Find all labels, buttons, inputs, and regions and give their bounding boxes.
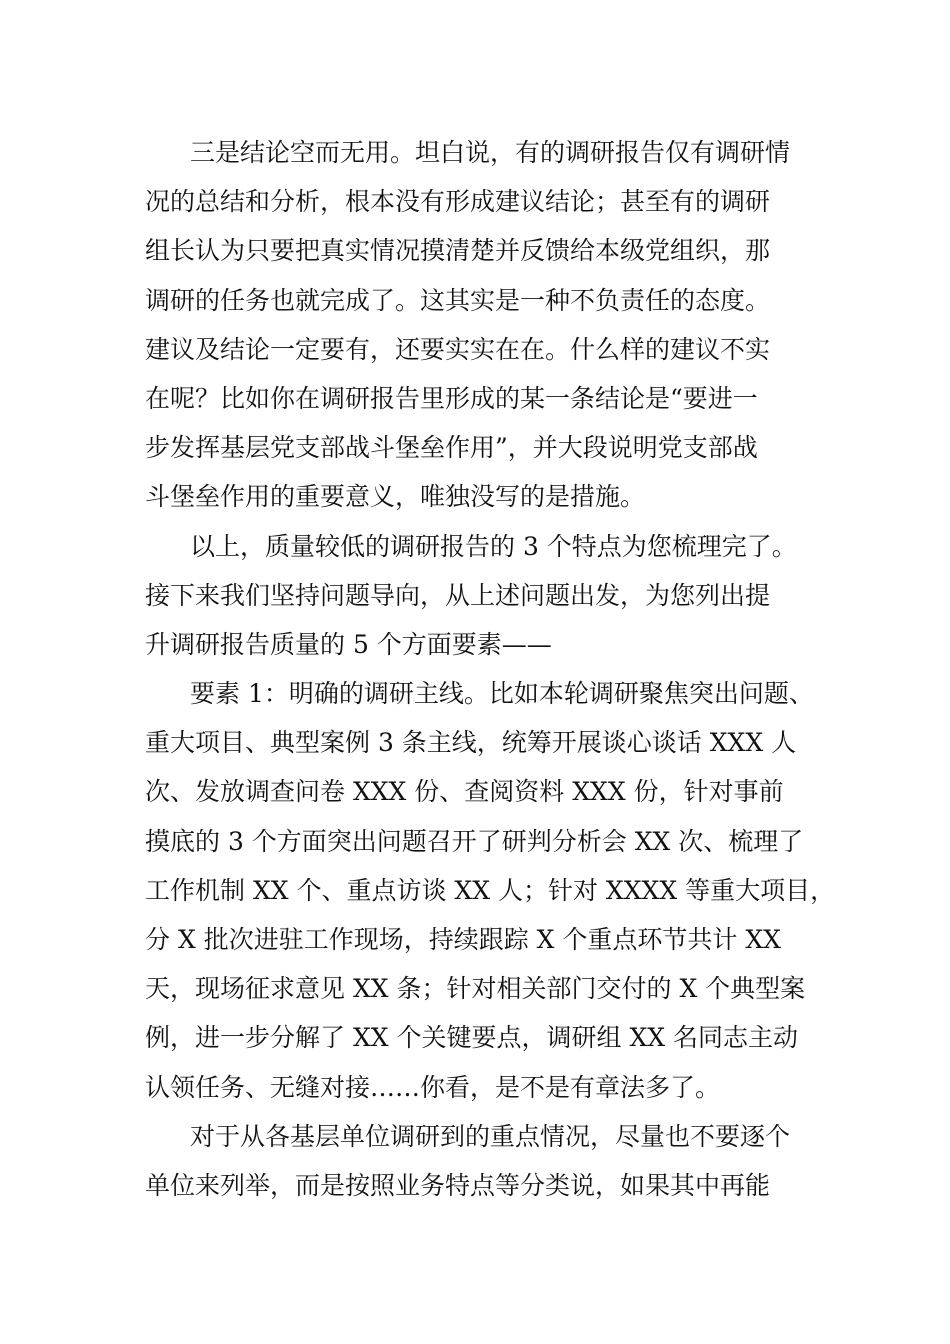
paragraph-line: 况的总结和分析，根本没有形成建议结论；甚至有的调研 [145,187,771,217]
paragraph-line: 三是结论空而无用。坦白说，有的调研报告仅有调研情 [190,138,791,167]
paragraph-classification [145,1112,825,1210]
paragraph-summary [145,522,825,670]
paragraph-conclusion-issue [145,128,825,522]
paragraph-line: 重大项目、典型案例 3 条主线，统筹开展谈心谈话 XXX 人 [145,728,797,758]
paragraph-line: 工作机制 XX 个、重点访谈 XX 人；针对 XXXX 等重大项目， [145,875,836,905]
paragraph-line: 次、发放调查问卷 XXX 份、查阅资料 XXX 份，针对事前 [145,777,784,807]
paragraph-line: 对于从各基层单位调研到的重点情况，尽量也不要逐个 [190,1121,791,1151]
paragraph-line: 天，现场征求意见 XX 条；针对相关部门交付的 X 个典型案 [145,974,806,1004]
paragraph-line: 分 X 批次进驻工作现场，持续跟踪 X 个重点环节共计 XX [145,925,781,954]
document-body [145,128,836,1210]
paragraph-line: 摸底的 3 个方面突出问题召开了研判分析会 XX 次、梳理了 [145,826,804,856]
paragraph-line: 要素 1：明确的调研主线。比如本轮调研聚焦突出问题、 [190,679,814,709]
paragraph-line: 斗堡垒作用的重要意义，唯独没写的是措施。 [145,482,646,512]
paragraph-line: 建议及结论一定要有，还要实实在在。什么样的建议不实 [145,334,771,364]
paragraph-line: 调研的任务也就完成了。这其实是一种不负责任的态度。 [145,285,771,315]
paragraph-line: 例，进一步分解了 XX 个关键要点，调研组 XX 名同志主动 [145,1023,798,1053]
paragraph-line: 组长认为只要把真实情况摸清楚并反馈给本级党组织，那 [145,236,771,266]
paragraph-line: 认领任务、无缝对接……你看，是不是有章法多了。 [145,1072,721,1102]
paragraph-line: 接下来我们坚持问题导向，从上述问题出发，为您列出提 [145,580,771,610]
paragraph-line: 单位来列举，而是按照业务特点等分类说，如果其中再能 [145,1170,771,1200]
paragraph-element-1 [145,669,836,1112]
paragraph-line: 在呢？比如你在调研报告里形成的某一条结论是“要进一 [145,383,758,413]
paragraph-line: 升调研报告质量的 5 个方面要素—— [145,629,552,659]
paragraph-line: 步发挥基层党支部战斗堡垒作用”，并大段说明党支部战 [145,433,758,463]
paragraph-line: 以上，质量较低的调研报告的 3 个特点为您梳理完了。 [190,531,797,561]
